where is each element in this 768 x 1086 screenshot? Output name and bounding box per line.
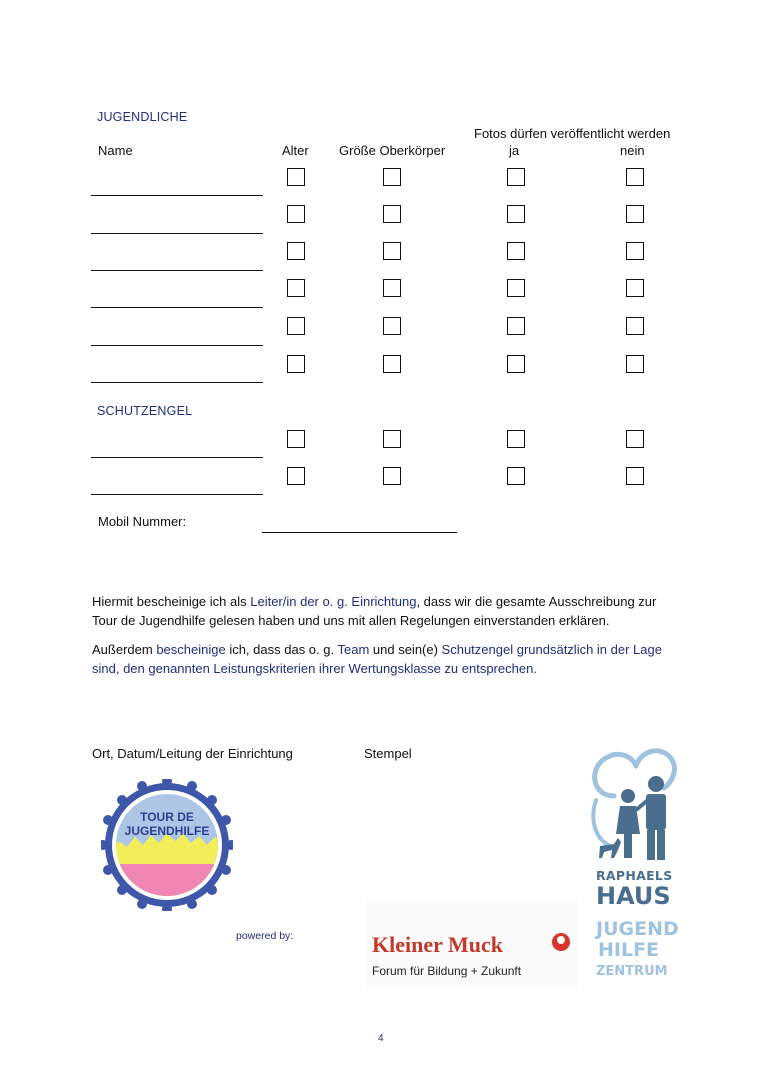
photos-no-checkbox[interactable] bbox=[626, 317, 644, 335]
photos-yes-checkbox[interactable] bbox=[507, 242, 525, 260]
photos-yes-checkbox[interactable] bbox=[507, 317, 525, 335]
column-yes: ja bbox=[509, 143, 520, 158]
photos-header: Fotos dürfen veröffentlicht werden bbox=[474, 126, 671, 141]
kleiner-muck-tagline: Forum für Bildung + Zukunft bbox=[372, 964, 522, 978]
size-checkbox[interactable] bbox=[383, 467, 401, 485]
age-checkbox[interactable] bbox=[287, 317, 305, 335]
raphael-line3: JUGEND bbox=[596, 918, 679, 940]
size-checkbox[interactable] bbox=[383, 205, 401, 223]
column-age: Alter bbox=[282, 143, 309, 158]
kleiner-muck-circle-icon bbox=[552, 933, 570, 951]
raphaels-haus-logo bbox=[584, 738, 680, 988]
raphael-line4: HILFE bbox=[598, 939, 660, 961]
family-icon bbox=[584, 738, 680, 863]
name-line[interactable] bbox=[91, 494, 263, 495]
size-checkbox[interactable] bbox=[383, 317, 401, 335]
size-checkbox[interactable] bbox=[383, 279, 401, 297]
kleiner-muck-logo bbox=[366, 900, 578, 988]
page-number: 4 bbox=[378, 1033, 384, 1044]
photos-no-checkbox[interactable] bbox=[626, 168, 644, 186]
declaration-paragraph-2: Außerdem bescheinige ich, dass das o. g. Team und sein(e) Schutzengel grundsätzlich in der Lage sind, den genannten Leistungskriterien ihrer Wertungsklasse zu entsprechen. bbox=[92, 642, 662, 676]
photos-yes-checkbox[interactable] bbox=[507, 279, 525, 297]
name-line[interactable] bbox=[91, 307, 263, 308]
kleiner-muck-name: Kleiner Muck bbox=[372, 932, 503, 957]
photos-no-checkbox[interactable] bbox=[626, 279, 644, 297]
stamp-label: Stempel bbox=[364, 746, 412, 761]
mobile-label: Mobil Nummer: bbox=[98, 514, 187, 529]
age-checkbox[interactable] bbox=[287, 279, 305, 297]
place-date-label: Ort, Datum/Leitung der Einrichtung bbox=[92, 746, 293, 761]
name-line[interactable] bbox=[91, 270, 263, 271]
raphael-line1: RAPHAELS bbox=[596, 868, 673, 883]
age-checkbox[interactable] bbox=[287, 242, 305, 260]
tour-logo-line2: JUGENDHILFE bbox=[124, 824, 210, 838]
age-checkbox[interactable] bbox=[287, 205, 305, 223]
photos-no-checkbox[interactable] bbox=[626, 430, 644, 448]
photos-yes-checkbox[interactable] bbox=[507, 355, 525, 373]
age-checkbox[interactable] bbox=[287, 430, 305, 448]
photos-no-checkbox[interactable] bbox=[626, 205, 644, 223]
powered-by-label: powered by: bbox=[236, 930, 294, 942]
age-checkbox[interactable] bbox=[287, 168, 305, 186]
declaration-paragraph-1: Hiermit bescheinige ich als Leiter/in der o. g. Einrichtung, dass wir die gesamte Ausschreibung zur Tour de Jugendhilfe gelesen haben und uns mit allen Regelungen einverstanden erklären. bbox=[92, 594, 657, 628]
mobile-number-line[interactable] bbox=[262, 532, 457, 533]
tour-de-jugendhilfe-logo bbox=[101, 779, 233, 911]
photos-yes-checkbox[interactable] bbox=[507, 168, 525, 186]
size-checkbox[interactable] bbox=[383, 355, 401, 373]
column-name: Name bbox=[98, 143, 133, 158]
photos-yes-checkbox[interactable] bbox=[507, 205, 525, 223]
column-no: nein bbox=[620, 143, 645, 158]
size-checkbox[interactable] bbox=[383, 168, 401, 186]
raphael-line2: HAUS bbox=[596, 882, 671, 910]
column-size: Größe Oberkörper bbox=[339, 143, 446, 158]
raphael-line5: ZENTRUM bbox=[596, 964, 668, 979]
size-checkbox[interactable] bbox=[383, 242, 401, 260]
section-title-youth: JUGENDLICHE bbox=[97, 110, 188, 124]
photos-yes-checkbox[interactable] bbox=[507, 467, 525, 485]
name-line[interactable] bbox=[91, 457, 263, 458]
name-line[interactable] bbox=[91, 345, 263, 346]
name-line[interactable] bbox=[91, 195, 263, 196]
size-checkbox[interactable] bbox=[383, 430, 401, 448]
photos-yes-checkbox[interactable] bbox=[507, 430, 525, 448]
photos-no-checkbox[interactable] bbox=[626, 355, 644, 373]
photos-no-checkbox[interactable] bbox=[626, 467, 644, 485]
name-line[interactable] bbox=[91, 382, 263, 383]
photos-no-checkbox[interactable] bbox=[626, 242, 644, 260]
section-title-angels: SCHUTZENGEL bbox=[97, 404, 193, 418]
age-checkbox[interactable] bbox=[287, 467, 305, 485]
tour-logo-line1: TOUR DE bbox=[140, 810, 194, 824]
age-checkbox[interactable] bbox=[287, 355, 305, 373]
name-line[interactable] bbox=[91, 233, 263, 234]
